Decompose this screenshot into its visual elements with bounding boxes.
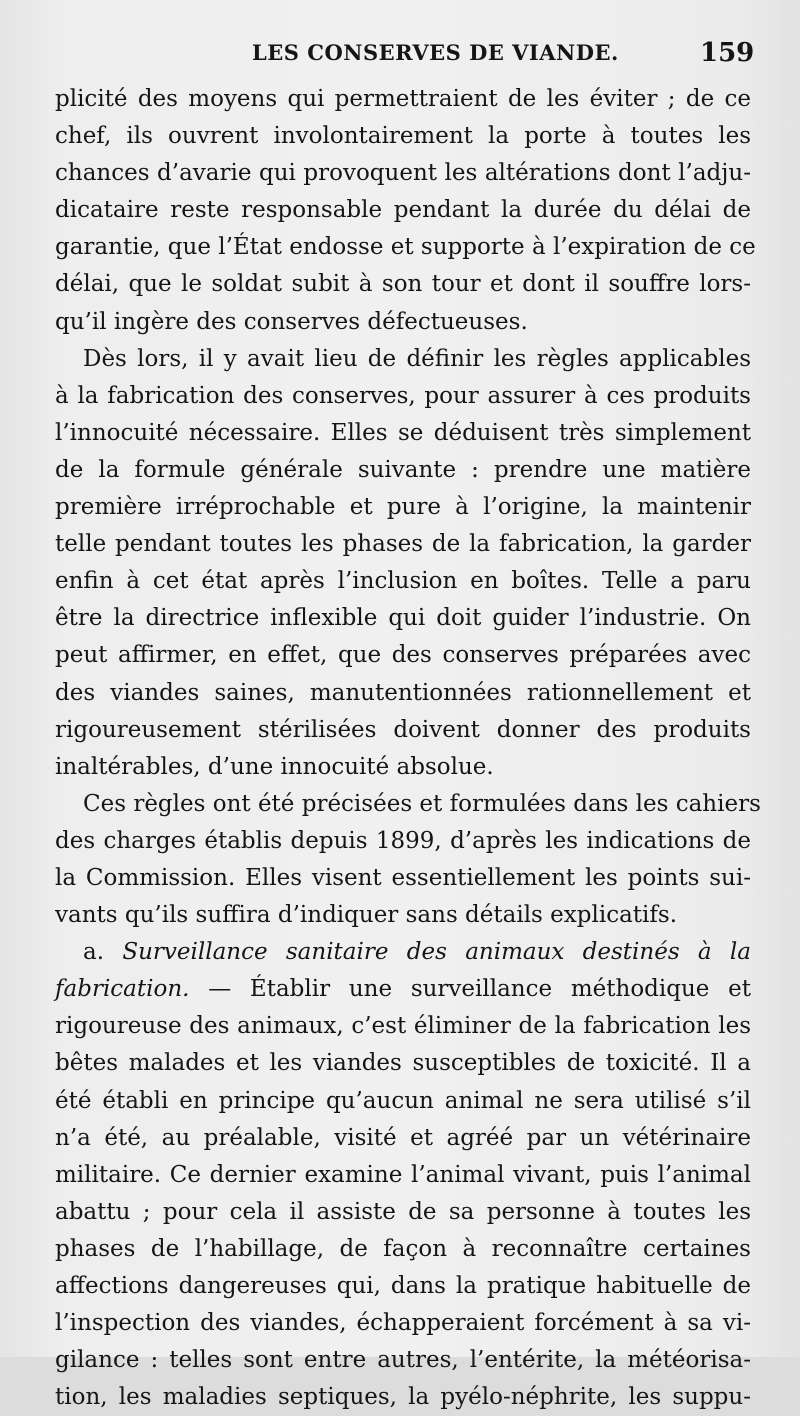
text-line: bêtes malades et les viandes susceptibles de toxicité. Il a <box>55 1050 751 1077</box>
text-line: rigoureuse des animaux, c’est éliminer de la fabrication les <box>55 1013 751 1040</box>
section-lead-text: — Établir une surveillance méthodique et <box>208 976 751 1003</box>
section-title-continued: fabrication. <box>55 976 190 1003</box>
section-title: Surveillance sanitaire des animaux destinés à la <box>122 939 752 966</box>
page-number: 159 <box>700 38 755 68</box>
text-line: chances d’avarie qui provoquent les altérations dont l’adju- <box>55 160 751 187</box>
text-line: abattu ; pour cela il assiste de sa personne à toutes les <box>55 1198 751 1225</box>
text-line: rigoureusement stérilisées doivent donner des produits <box>55 716 751 743</box>
text-line: n’a été, au préalable, visité et agréé par un vétérinaire <box>55 1124 751 1151</box>
text-line: peut affirmer, en effet, que des conserves préparées avec <box>55 642 751 669</box>
text-line: Dès lors, il y avait lieu de définir les règles applicables <box>83 345 751 372</box>
text-line: des charges établis depuis 1899, d’après les indications de <box>55 827 751 854</box>
text-line: gilance : telles sont entre autres, l’entérite, la météorisa- <box>55 1347 751 1374</box>
section-letter: a. <box>83 939 105 966</box>
text-line: inaltérables, d’une innocuité absolue. <box>55 753 494 780</box>
text-line: délai, que le soldat subit à son tour et dont il souffre lors- <box>55 271 751 298</box>
text-line: qu’il ingère des conserves défectueuses. <box>55 308 528 335</box>
body-text <box>55 81 761 1416</box>
text-line: affections dangereuses qui, dans la pratique habituelle de <box>55 1273 751 1299</box>
text-line: enfin à cet état après l’inclusion en boîtes. Telle a paru <box>55 568 751 595</box>
text-line: de la formule générale suivante : prendre une matière <box>55 456 751 483</box>
text-line: l’inspection des viandes, échapperaient forcément à sa vi- <box>55 1310 751 1337</box>
text-line: à la fabrication des conserves, pour assurer à ces produits <box>55 382 751 409</box>
text-line: phases de l’habillage, de façon à reconnaître certaines <box>55 1235 751 1262</box>
text-line: Ces règles ont été précisées et formulées dans les cahiers <box>83 790 761 817</box>
section-heading-line <box>55 934 751 971</box>
text-line: être la directrice inflexible qui doit guider l’industrie. On <box>55 605 751 632</box>
text-line: l’innocuité nécessaire. Elles se déduisent très simplement <box>55 419 751 446</box>
text-line: chef, ils ouvrent involontairement la porte à toutes les <box>55 123 751 150</box>
text-line: été établi en principe qu’aucun animal ne sera utilisé s’il <box>55 1087 751 1114</box>
text-line: tion, les maladies septiques, la pyélo-néphrite, les suppu- <box>55 1384 751 1411</box>
text-line: des viandes saines, manutentionnées rationnellement et <box>55 679 751 706</box>
text-line: garantie, que l’État endosse et supporte à l’expiration de ce <box>55 234 756 261</box>
text-line <box>55 971 751 1008</box>
text-line: plicité des moyens qui permettraient de les éviter ; de ce <box>55 86 751 112</box>
text-line: dicataire reste responsable pendant la durée du délai de <box>55 197 751 224</box>
text-line: vants qu’ils suffira d’indiquer sans détails explicatifs. <box>55 902 678 929</box>
text-line: première irréprochable et pure à l’origine, la maintenir <box>55 494 751 521</box>
text-line: telle pendant toutes les phases de la fabrication, la garder <box>55 531 751 558</box>
text-line: militaire. Ce dernier examine l’animal vivant, puis l’animal <box>55 1161 751 1188</box>
text-line: la Commission. Elles visent essentiellement les points sui- <box>55 864 751 891</box>
page-header <box>0 40 800 80</box>
running-title: LES CONSERVES DE VIANDE. <box>252 40 619 65</box>
